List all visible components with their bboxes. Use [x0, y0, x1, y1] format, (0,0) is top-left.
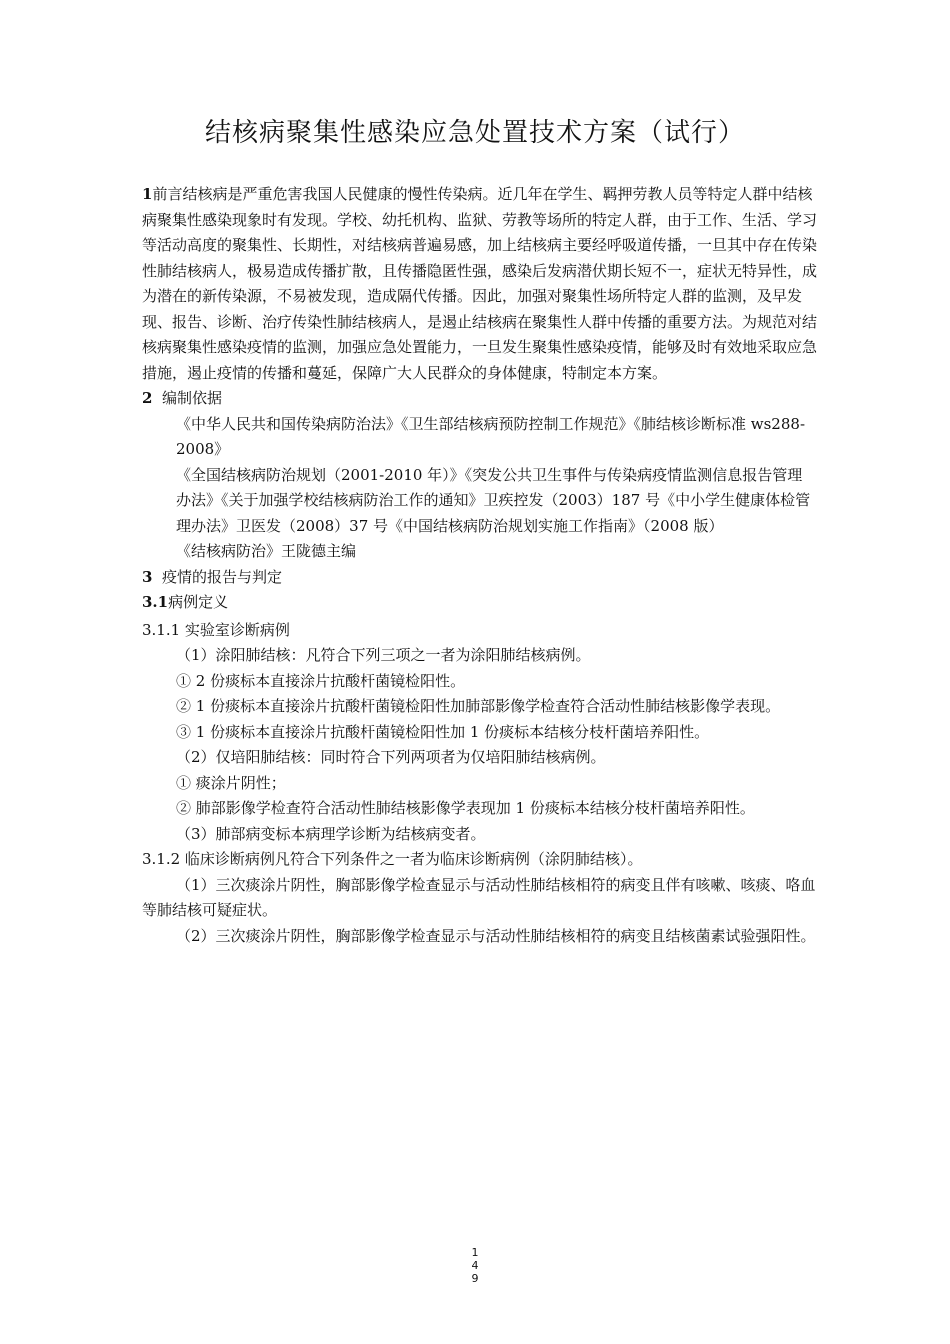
criteria-item-text: （2）三次痰涂片阴性，胸部影像学检查显示与活动性肺结核相符的病变且结核菌素试验强阳性。 — [176, 926, 816, 945]
criteria-item: ③ 1 份痰标本直接涂片抗酸杆菌镜检阳性加 1 份痰标本结核分枝杆菌培养阳性。 — [176, 722, 710, 741]
section-heading — [142, 565, 817, 591]
page-number-digit: 9 — [471, 1272, 479, 1285]
reference-item: 《中华人民共和国传染病防治法》《卫生部结核病预防控制工作规范》《肺结核诊断标准 ws288-2008》 — [176, 414, 806, 458]
criteria-item: ① 2 份痰标本直接涂片抗酸杆菌镜检阳性。 — [176, 671, 466, 690]
reference-item: 《结核病防治》王陇德主编 — [176, 542, 357, 560]
subsubsection-heading: 3.1.2 临床诊断病例凡符合下列条件之一者为临床诊断病例（涂阴肺结核）。 — [142, 850, 643, 868]
page-number-digit: 1 — [471, 1246, 479, 1259]
criteria-item-text: ② 1 份痰标本直接涂片抗酸杆菌镜检阳性加肺部影像学检查符合活动性肺结核影像学表现。 — [176, 697, 781, 715]
page-number-digit: 4 — [471, 1259, 479, 1272]
section-number: 3 — [142, 567, 153, 586]
intro-text: 前言结核病是严重危害我国人民健康的慢性传染病。近几年在学生、羁押劳教人员等特定人群中结核病聚集性感染现象时有发现。学校、幼托机构、监狱、劳教等场所的特定人群，由于工作、生活、学习等活动高度的聚集性、长期性，对结核病普遍易感，加上结核病主要经呼吸道传播，一旦其中存在传染性肺结核病人，极易造成传播扩散，且传播隐匿性强，感染后发病潜伏期长短不一，症状无特异性，成为潜在的新传染源，不易被发现，造成隔代传播。因此，加强对聚集性场所特定人群的监测，及早发现、报告、诊断、治疗传染性肺结核病人，是遏止结核病在聚集性人群中传播的重要方法。为规范对结核病聚集性感染疫情的监测，加强应急处置能力，一旦发生聚集性感染疫情，能够及时有效地采取应急措施，遏止疫情的传播和蔓延，保障广大人民群众的身体健康，特制定本方案。 — [142, 185, 818, 382]
subsubsection-heading: 3.1.1 实验室诊断病例 — [142, 620, 290, 639]
section-heading-text: 疫情的报告与判定 — [161, 567, 282, 586]
section-number: 1 — [142, 185, 153, 203]
reference-item: 《全国结核病防治规划（2001-2010 年）》《突发公共卫生事件与传染病疫情监测信息报告管理办法》《关于加强学校结核病防治工作的通知》卫疾控发（2003）187 号《中小学生健康体检管理办法》卫医发（2008）37 号《中国结核病防治规划实施工作指南》（2008 版） — [176, 465, 811, 535]
subsection-heading — [142, 590, 817, 616]
subsection-heading-text: 病例定义 — [168, 593, 229, 611]
subsection-number: 3.1 — [142, 593, 169, 611]
criteria-item — [142, 924, 817, 950]
section-number: 2 — [142, 389, 153, 407]
page-title: 结核病聚集性感染应急处置技术方案（试行） — [204, 118, 745, 148]
criteria-item: （2）仅培阳肺结核：同时符合下列两项者为仅培阳肺结核病例。 — [176, 748, 606, 766]
criteria-item: ① 痰涂片阴性； — [176, 773, 286, 792]
criteria-item-text: （1）三次痰涂片阴性，胸部影像学检查显示与活动性肺结核相符的病变且伴有咳嗽、咳痰、咯血等肺结核可疑症状。 — [142, 875, 816, 919]
intro-paragraph — [142, 182, 817, 386]
document-body — [142, 182, 817, 949]
criteria-item — [142, 873, 817, 924]
section-heading — [142, 386, 817, 412]
criteria-item: （3）肺部病变标本病理学诊断为结核病变者。 — [176, 824, 486, 843]
criteria-item: ② 肺部影像学检查符合活动性肺结核影像学表现加 1 份痰标本结核分枝杆菌培养阳性。 — [176, 799, 755, 817]
criteria-item: （1）涂阳肺结核：凡符合下列三项之一者为涂阳肺结核病例。 — [176, 646, 591, 664]
page-number — [466, 1246, 484, 1285]
criteria-item — [142, 694, 817, 720]
section-heading-text: 编制依据 — [161, 389, 222, 407]
